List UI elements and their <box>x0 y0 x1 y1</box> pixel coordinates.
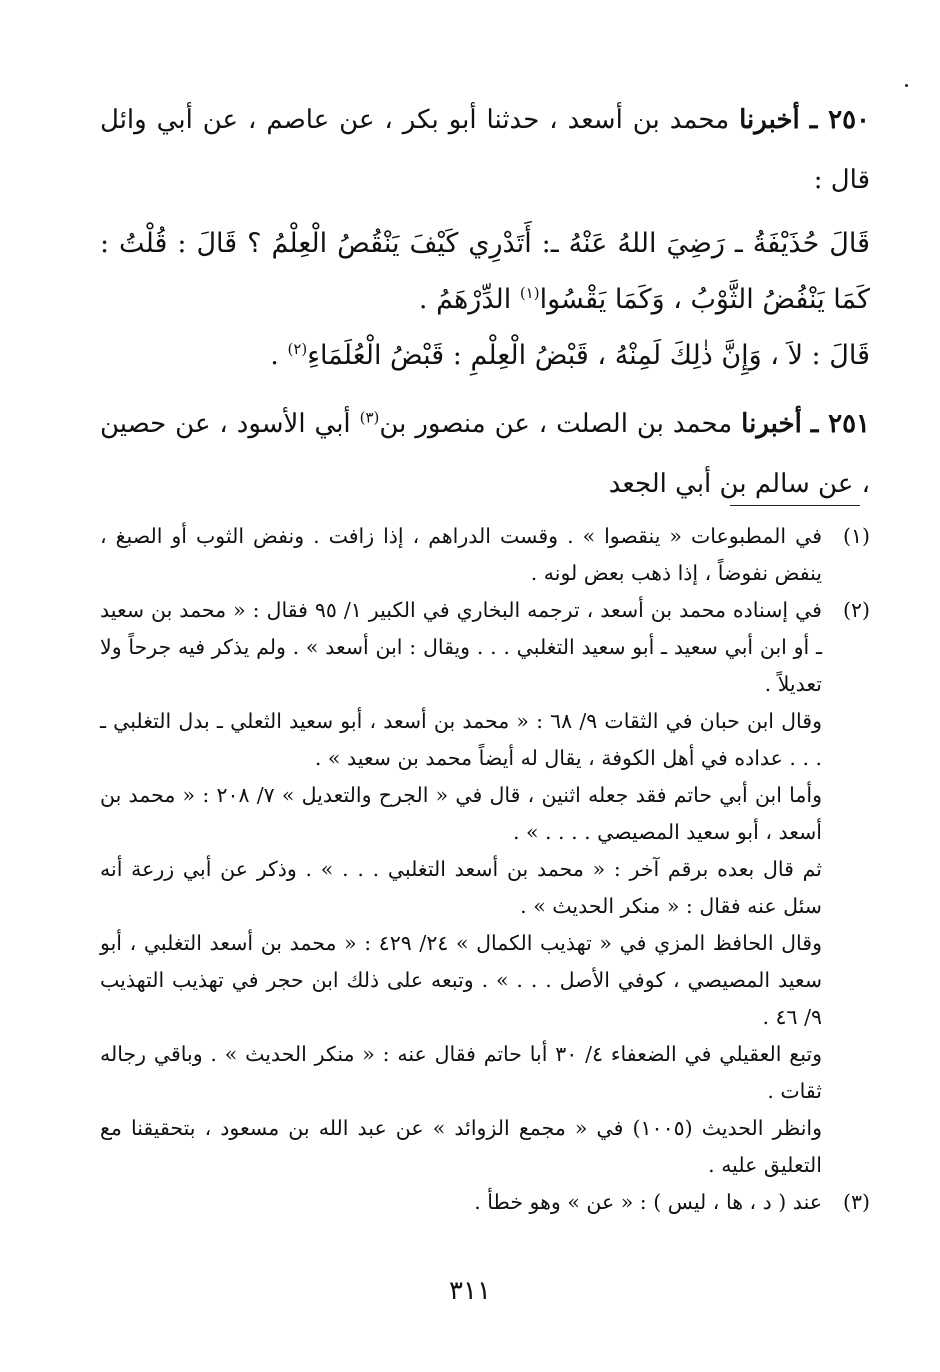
footnotes <box>100 518 870 1221</box>
footnote-ref: (١) <box>519 284 540 302</box>
quote-text: قَالَ حُذَيْفَةُ ـ رَضِيَ اللهُ عَنْهُ ـ: أَتَدْرِي كَيْفَ يَنْقُصُ الْعِلْمُ ؟ قَالَ : قُلْتُ : كَمَا يَنْفُضُ الثَّوْبُ ، وَكَمَا يَقْسُوا <box>100 228 870 315</box>
footnote-mark: (٣) <box>842 1190 870 1214</box>
footnote-ref: (٢) <box>287 340 308 358</box>
hadith-text: محمد بن أسعد ، حدثنا أبو بكر ، عن عاصم ، عن أبي وائل قال : <box>100 105 870 195</box>
footnote-3 <box>100 1184 870 1221</box>
quote-line <box>100 216 870 328</box>
hadith-number: ٢٥٠ ـ <box>809 105 871 135</box>
footnote-paragraph: عند ( د ، ها ، ليس ) : « عن » وهو خطأ . <box>474 1190 822 1214</box>
footnote-body <box>100 518 822 592</box>
hadith-number: ٢٥١ ـ <box>810 409 871 439</box>
footnote-divider <box>730 505 860 506</box>
footnote-mark: (١) <box>842 524 870 548</box>
footnote-paragraph: وقال الحافظ المزي في « تهذيب الكمال » ٢٤/ ٤٢٩ : « محمد بن أسعد التغلبي ، أبو سعيد المصيصي ، كوفي الأصل . . . » . وتبعه على ذلك ابن حجر في تهذيب التهذيب ٩/ ٤٦ . <box>100 931 822 1029</box>
footnote-paragraph: وأما ابن أبي حاتم فقد جعله اثنين ، قال في « الجرح والتعديل » ٧/ ٢٠٨ : « محمد بن أسعد ، أبو سعيد المصيصي . . . . » . <box>100 783 822 844</box>
footnote-2 <box>100 592 870 1184</box>
footnote-paragraph: وتبع العقيلي في الضعفاء ٤/ ٣٠ أبا حاتم فقال عنه : « منكر الحديث » . وباقي رجاله ثقات . <box>100 1042 823 1103</box>
hadith-lead: أخبرنا <box>739 105 800 135</box>
hadith-lead: أخبرنا <box>741 409 802 439</box>
hadith-text: محمد بن الصلت ، عن منصور بن <box>379 409 733 439</box>
page-number: ٣١١ <box>449 1276 491 1306</box>
hadith-251 <box>100 394 870 514</box>
quote-text: قَالَ : لاَ ، وَإِنَّ ذٰلِكَ لَمِنْهُ ، قَبْضُ الْعِلْمِ : قَبْضُ الْعُلَمَاءِ <box>307 340 870 371</box>
footnote-1 <box>100 518 870 592</box>
hadith-text: أبي الأسود ، عن حصين ، عن سالم بن أبي الجعد <box>100 409 870 499</box>
stray-mark <box>905 84 908 87</box>
footnote-paragraph: وانظر الحديث (١٠٠٥) في « مجمع الزوائد » عن عبد الله بن مسعود ، بتحقيقنا مع التعليق عليه . <box>100 1116 822 1177</box>
hadith-250 <box>100 90 870 210</box>
footnote-body <box>100 1184 822 1221</box>
footnote-mark: (٢) <box>842 598 870 622</box>
footnote-paragraph: ثم قال بعده برقم آخر : « محمد بن أسعد التغلبي . . . » . وذكر عن أبي زرعة أنه سئل عنه فقال : « منكر الحديث » . <box>100 857 822 918</box>
footnote-paragraph: وقال ابن حبان في الثقات ٩/ ٦٨ : « محمد بن أسعد ، أبو سعيد الثعلي ـ بدل التغلبي ـ . . . عداده في أهل الكوفة ، يقال له أيضاً محمد بن سعيد » . <box>100 709 822 770</box>
quote-text: . <box>270 340 279 371</box>
footnote-paragraph: في المطبوعات « ينقصوا » . وقست الدراهم ، إذا زافت . ونفض الثوب أو الصبغ ، ينفض نفوضاً ، إذا ذهب بعض لونه . <box>100 524 822 585</box>
quote-line <box>100 328 870 384</box>
footnote-body <box>100 592 822 1184</box>
footnote-paragraph: في إسناده محمد بن أسعد ، ترجمه البخاري في الكبير ١/ ٩٥ فقال : « محمد بن سعيد ـ أو ابن أبي سعيد ـ أبو سعيد التغلبي . . . ويقال : ابن أسعد » . ولم يذكر فيه جرحاً ولا تعديلاً . <box>100 598 822 696</box>
quote-250 <box>100 216 870 384</box>
quote-text: الدِّرْهَمُ . <box>418 284 512 315</box>
footnote-ref: (٣) <box>359 408 380 427</box>
main-text <box>100 90 870 514</box>
